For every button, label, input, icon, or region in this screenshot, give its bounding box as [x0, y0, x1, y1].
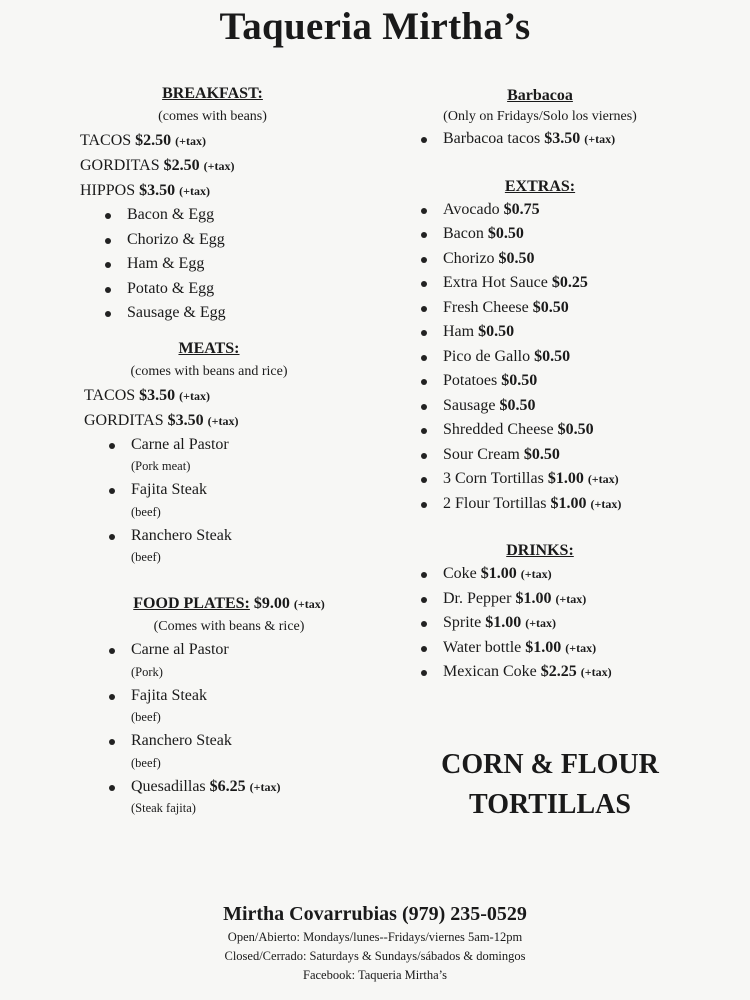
item-note: (beef) — [131, 550, 161, 564]
barbacoa-subtitle: (Only on Fridays/Solo los viernes) — [443, 109, 637, 124]
item-note: (Pork) — [131, 664, 163, 679]
item-name: Extra Hot Sauce — [443, 274, 548, 291]
extras-items — [420, 198, 720, 517]
item-name: Coke — [443, 565, 477, 582]
meats-section — [84, 338, 384, 570]
item-price: $3.50 — [544, 130, 581, 147]
menu-item — [420, 587, 720, 612]
price-line — [84, 383, 384, 408]
barbacoa-section — [420, 85, 720, 152]
item-tax: (+tax) — [203, 159, 235, 173]
food-plates-header: FOOD PLATES: — [133, 595, 250, 612]
owner-contact: Mirtha Covarrubias (979) 235-0529 — [223, 903, 527, 925]
right-column — [420, 85, 720, 685]
opening-hours: Open/Abierto: Mondays/lunes--Fridays/viernes 5am-12pm — [227, 930, 523, 944]
item-name: GORDITAS — [84, 411, 164, 429]
item-name: Carne al Pastor — [131, 641, 229, 658]
item-name: Potato & Egg — [127, 279, 215, 297]
menu-item — [104, 301, 384, 326]
food-plates-price: $9.00 — [253, 595, 290, 612]
item-name: Ranchero Steak — [131, 526, 232, 544]
item-name: Fresh Cheese — [443, 298, 529, 316]
item-price: $2.50 — [163, 157, 200, 174]
menu-item — [420, 345, 720, 370]
menu-item — [108, 684, 384, 709]
item-note: (beef) — [131, 710, 161, 724]
item-name: Bacon — [443, 225, 484, 242]
menu-item — [420, 369, 720, 394]
item-name: HIPPOS — [80, 182, 136, 199]
meats-subtitle: (comes with beans and rice) — [130, 363, 288, 379]
breakfast-prices — [80, 128, 384, 203]
item-name: Potatoes — [443, 372, 498, 389]
menu-item — [420, 320, 720, 345]
extras-section — [420, 176, 720, 517]
menu-item — [420, 127, 720, 152]
item-price: $1.00 — [525, 638, 562, 656]
item-price: $0.50 — [523, 445, 560, 463]
price-line — [80, 178, 384, 203]
menu-item — [104, 252, 384, 277]
facebook-page: Facebook: Taqueria Mirtha’s — [303, 968, 447, 982]
item-name: Sprite — [443, 614, 482, 631]
item-name: Water bottle — [443, 638, 522, 656]
menu-item — [420, 562, 720, 587]
item-tax: (+tax) — [520, 567, 552, 581]
item-name: 3 Corn Tortillas — [443, 470, 544, 487]
item-price: $1.00 — [480, 565, 517, 582]
item-price: $0.50 — [557, 421, 594, 438]
item-name: Sausage & Egg — [127, 304, 226, 321]
breakfast-subtitle: (comes with beans) — [158, 109, 267, 124]
item-price: $3.50 — [139, 182, 176, 199]
item-name: Fajita Steak — [131, 481, 207, 498]
item-note: (beef) — [131, 755, 161, 770]
menu-item — [420, 222, 720, 247]
item-name: Quesadillas — [131, 777, 206, 795]
menu-item — [420, 198, 720, 223]
item-name: Shredded Cheese — [443, 421, 554, 438]
meats-header: MEATS: — [178, 339, 240, 357]
item-name: Carne al Pastor — [131, 435, 229, 453]
menu-item — [420, 271, 720, 296]
item-tax: (+tax) — [207, 413, 239, 428]
item-price: $0.50 — [532, 298, 569, 316]
item-price: $1.00 — [485, 614, 522, 631]
item-price: $3.50 — [139, 386, 176, 404]
price-line — [80, 153, 384, 178]
footer — [0, 900, 750, 985]
item-tax: (+tax) — [179, 388, 210, 403]
item-price: $1.00 — [550, 494, 587, 512]
item-tax: (+tax) — [584, 132, 616, 146]
menu-item — [108, 775, 384, 800]
item-name: Bacon & Egg — [127, 206, 215, 223]
item-tax: (+tax) — [565, 640, 597, 655]
menu-item — [108, 478, 384, 503]
item-name: Chorizo — [443, 249, 495, 267]
item-tax: (+tax) — [179, 184, 210, 198]
item-name: Ranchero Steak — [131, 732, 232, 749]
menu-item — [420, 492, 720, 517]
item-price: $0.50 — [478, 323, 515, 340]
item-price: $3.50 — [167, 411, 204, 429]
item-name: Ham — [443, 323, 475, 340]
item-name: Sour Cream — [443, 445, 520, 463]
item-tax: (+tax) — [249, 779, 281, 794]
item-price: $1.00 — [547, 470, 584, 487]
menu-item — [420, 611, 720, 636]
barbacoa-items — [420, 127, 720, 152]
item-price: $1.00 — [515, 589, 552, 607]
item-price: $0.75 — [503, 200, 540, 218]
menu-item — [420, 443, 720, 468]
item-name: Sausage — [443, 396, 496, 414]
drinks-section — [420, 540, 720, 685]
item-name: Avocado — [443, 200, 500, 218]
menu-item — [108, 729, 384, 754]
item-tax: (+tax) — [525, 616, 557, 630]
menu-item — [104, 203, 384, 228]
item-name: Chorizo & Egg — [127, 230, 225, 248]
item-note: (beef) — [131, 504, 161, 519]
drinks-header: DRINKS: — [506, 542, 574, 559]
menu-item — [420, 418, 720, 443]
item-price: $0.50 — [499, 396, 536, 414]
menu-item — [420, 394, 720, 419]
closed-days: Closed/Cerrado: Saturdays & Sundays/sábados & domingos — [224, 949, 526, 963]
item-name: Mexican Coke — [443, 663, 537, 680]
item-price: $0.50 — [534, 347, 571, 365]
menu-item — [108, 638, 384, 663]
item-name: TACOS — [80, 132, 132, 149]
breakfast-header: BREAKFAST: — [162, 85, 263, 102]
item-name: Dr. Pepper — [443, 589, 512, 607]
menu-item — [108, 433, 384, 458]
item-tax: (+tax) — [590, 496, 622, 511]
tortillas-line-1: CORN & FLOUR — [441, 749, 659, 780]
menu-item — [104, 228, 384, 253]
extras-header: EXTRAS: — [504, 177, 576, 195]
item-price: $0.25 — [551, 274, 588, 291]
item-name: Ham & Egg — [127, 255, 205, 272]
food-plates-items — [84, 638, 384, 820]
item-price: $0.50 — [501, 372, 538, 389]
food-plates-subtitle: (Comes with beans & rice) — [153, 619, 305, 634]
item-tax: (+tax) — [175, 134, 206, 148]
item-name: 2 Flour Tortillas — [443, 494, 547, 512]
menu-item — [420, 636, 720, 661]
item-price: $0.50 — [487, 225, 524, 242]
item-name: Pico de Gallo — [443, 347, 531, 365]
item-price: $2.50 — [135, 132, 172, 149]
left-column — [80, 83, 384, 820]
meats-items — [84, 433, 384, 570]
menu-item — [420, 296, 720, 321]
menu-item — [420, 660, 720, 685]
price-line — [84, 408, 384, 433]
item-price: $0.50 — [498, 249, 535, 267]
food-plates-tax: (+tax) — [293, 597, 325, 611]
breakfast-section — [80, 83, 384, 326]
menu-item — [108, 524, 384, 549]
item-note: (Pork meat) — [131, 459, 191, 473]
tortillas-banner — [400, 745, 700, 825]
drinks-items — [420, 562, 720, 685]
item-name: Fajita Steak — [131, 686, 207, 704]
menu-item — [420, 467, 720, 492]
item-name: Barbacoa tacos — [443, 130, 541, 147]
menu-item — [104, 277, 384, 302]
item-price: $6.25 — [209, 777, 246, 795]
item-price: $2.25 — [540, 663, 577, 680]
item-tax: (+tax) — [587, 472, 619, 486]
restaurant-title: Taqueria Mirtha’s — [219, 5, 531, 48]
item-tax: (+tax) — [555, 591, 587, 606]
item-name: TACOS — [84, 386, 136, 404]
tortillas-line-2: TORTILLAS — [469, 789, 631, 820]
item-note: (Steak fajita) — [131, 801, 196, 815]
item-tax: (+tax) — [580, 665, 612, 679]
menu-item — [420, 247, 720, 272]
price-line — [80, 128, 384, 153]
breakfast-items — [80, 203, 384, 326]
barbacoa-header: Barbacoa — [507, 87, 573, 104]
food-plates-section — [84, 593, 384, 820]
meats-prices — [84, 383, 384, 433]
item-name: GORDITAS — [80, 157, 160, 174]
